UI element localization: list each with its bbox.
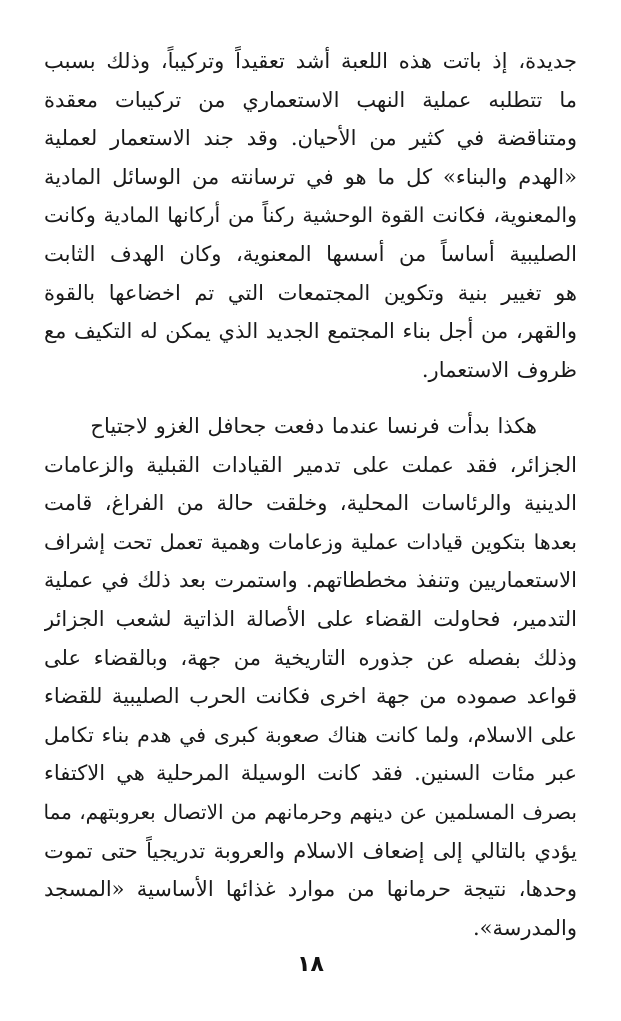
text-line: بعدها بتكوين قيادات عملية وزعامات وهمية تعمل تحت إشراف	[44, 529, 577, 554]
text-line: والمدرسة».	[472, 915, 577, 940]
text-line: يؤدي بالتالي إلى إضعاف الاسلام والعروبة تدريجياً حتى تموت	[44, 838, 577, 863]
text-line: الجزائر، فقد عملت على تدمير القيادات القبلية والزعامات	[44, 452, 577, 477]
paragraph-1	[44, 42, 577, 389]
page-number: ١٨	[297, 952, 324, 977]
text-line: وحدها، نتيجة حرمانها من موارد غذائها الأساسية «المسجد	[44, 877, 577, 902]
text-line: «الهدم والبناء» كل ما هو في ترسانته من الوسائل المادية	[44, 164, 577, 189]
text-line: التدمير، فحاولت القضاء على الأصالة الذاتية لشعب الجزائر	[44, 606, 577, 631]
text-line: بصرف المسلمين عن دينهم وحرمانهم من الاتصال بعروبتهم، مما	[44, 799, 577, 824]
text-line: هو تغيير بنية وتكوين المجتمعات التي تم اخضاعها بالقوة	[44, 280, 577, 305]
text-line: قواعد صموده من جهة اخرى فكانت الحرب الصليبية للقضاء	[44, 684, 577, 709]
text-line: على الاسلام، ولما كانت هناك صعوبة كبرى في هدم بناء تكامل	[44, 722, 577, 747]
paragraph-2	[44, 407, 577, 947]
text-line: ما تتطلبه عملية النهب الاستعماري من تركيبات معقدة	[44, 87, 577, 112]
text-line: وذلك بفصله عن جذوره التاريخية من جهة، وبالقضاء على	[44, 645, 577, 670]
text-line: الدينية والرئاسات المحلية، وخلقت حالة من الفراغ، قامت	[44, 491, 577, 516]
text-line: الصليبية أساساً من أسسها المعنوية، وكان الهدف الثابت	[44, 241, 577, 266]
text-line: عبر مئات السنين. فقد كانت الوسيلة المرحلية هي الاكتفاء	[44, 761, 577, 786]
text-line: جديدة، إذ باتت هذه اللعبة أشد تعقيداً وتركيباً، وذلك بسبب	[44, 49, 577, 73]
text-line: والقهر، من أجل بناء المجتمع الجديد الذي يمكن له التكيف مع	[44, 319, 577, 344]
text-line-indented: هكذا بدأت فرنسا عندما دفعت جحافل الغزو لاجتياح	[90, 414, 537, 438]
text-line: والمعنوية، فكانت القوة الوحشية ركناً من أركانها المادية وكانت	[44, 203, 577, 228]
text-line: ظروف الاستعمار.	[421, 357, 577, 382]
text-line: الاستعماريين وتنفذ مخططاتهم. واستمرت بعد ذلك في عملية	[44, 568, 577, 593]
text-line: ومتناقضة في كثير من الأحيان. وقد جند الاستعمار لعملية	[44, 126, 577, 151]
